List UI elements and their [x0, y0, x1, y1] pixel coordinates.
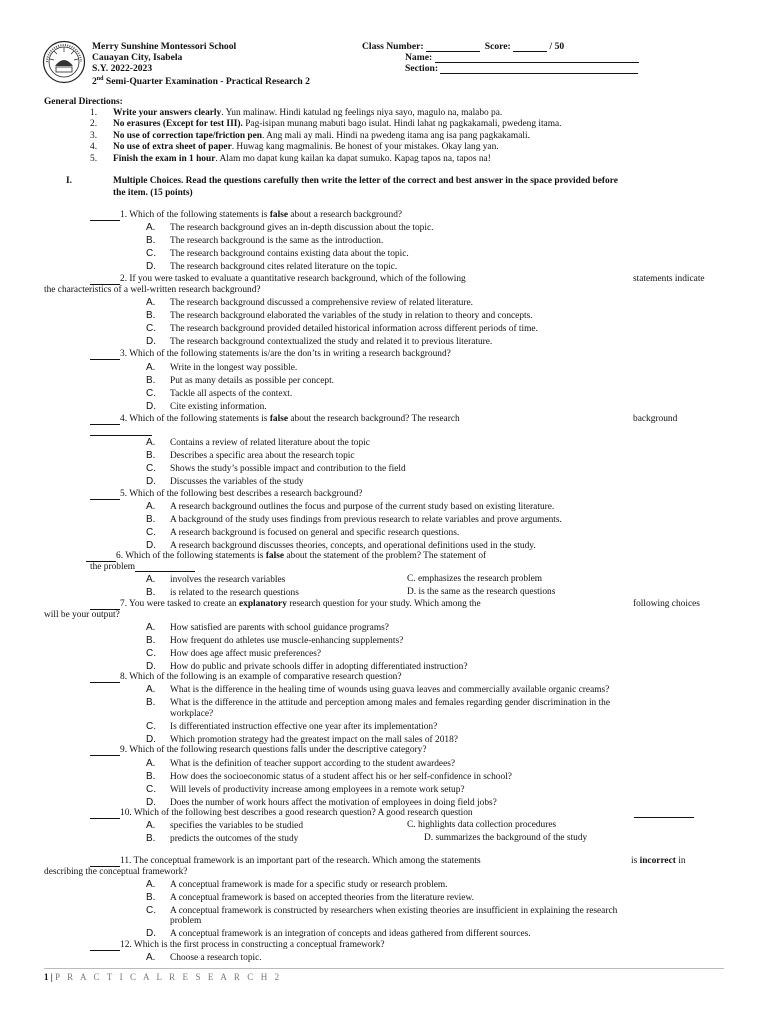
option-q6-1	[146, 587, 299, 599]
option-letter: C.	[146, 388, 156, 400]
class-number-row: Class Number: Score: / 50	[362, 41, 565, 52]
option-letter: D.	[146, 261, 156, 273]
option-text: A conceptual framework is constructed by researchers when existing theories are insufficient in explaining the research	[170, 906, 618, 916]
option-text: Discusses the variables of the study	[170, 477, 304, 488]
question-emphasis: false	[269, 210, 289, 220]
class-number-field[interactable]	[426, 42, 480, 52]
option-letter: A.	[146, 501, 156, 512]
option-text: A research background is focused on general and specific research questions.	[170, 528, 460, 539]
option-letter: D.	[146, 734, 156, 745]
option-q7-1	[146, 635, 403, 647]
option-q11-3	[146, 928, 531, 940]
question-text-right: background	[633, 414, 678, 424]
question-q4	[90, 414, 460, 425]
page-footer: 1 | P R A C T I C A L R E S E A R C H 2	[44, 972, 282, 982]
option-text: A background of the study uses findings from previous research to relate variables and prove arguments.	[170, 515, 562, 526]
question-text-cont: will be your output?	[44, 610, 120, 620]
question-text: the problem	[90, 562, 136, 572]
question-text: in	[675, 856, 686, 866]
option-letter: B.	[146, 892, 156, 903]
option-text: The research background elaborated the variables of the study in relation to theory and concepts.	[170, 311, 533, 322]
option-letter: D.	[146, 540, 156, 552]
option-letter: A.	[146, 362, 156, 373]
option-q4-0	[146, 437, 370, 449]
direction-bold: Write your answers clearly	[113, 108, 222, 118]
question-text: 1. Which of the following statements is	[120, 210, 270, 220]
option-text: A conceptual framework is based on accepted theories from the literature review.	[170, 893, 474, 903]
question-emphasis: explanatory	[238, 599, 287, 609]
option-letter: B.	[146, 450, 156, 462]
option-letter: C.	[146, 248, 156, 260]
question-emphasis: incorrect	[639, 856, 676, 866]
option-q4-2	[146, 463, 406, 475]
answer-blank[interactable]	[90, 415, 120, 425]
option-letter: A.	[146, 684, 156, 695]
direction-text: . Alam mo dapat kung kailan ka dapat sumuko. Kapag tapos na, tapos na!	[215, 153, 491, 164]
question-text-cont: the characteristics of a well-written research background?	[44, 285, 261, 295]
option-q10-1	[146, 833, 298, 845]
option-letter: A.	[146, 879, 156, 890]
question-text: 4. Which of the following statements is	[120, 414, 270, 424]
option-text: What is the difference in the healing time of wounds using guava leaves and commercially available organic creams?	[170, 685, 610, 695]
option-letter: B.	[146, 833, 156, 845]
question-text-right: statements indicate	[633, 274, 705, 284]
option-letter: A.	[146, 820, 156, 831]
direction-number: 5.	[90, 153, 98, 164]
option-letter: D.	[146, 401, 156, 413]
option-right: C. highlights data collection procedures	[407, 820, 557, 830]
question-text: 7. You were tasked to create an	[120, 599, 239, 609]
direction-item	[113, 131, 530, 141]
option-text: predicts the outcomes of the study	[170, 834, 299, 845]
answer-blank[interactable]	[90, 275, 120, 285]
option-q4-1	[146, 450, 355, 462]
option-text: The research background discussed a comprehensive review of related literature.	[170, 298, 473, 308]
option-q8-0	[146, 684, 609, 696]
answer-blank[interactable]	[90, 600, 120, 610]
option-text: How satisfied are parents with school guidance programs?	[170, 623, 389, 633]
option-q7-2	[146, 648, 321, 660]
option-q4-3	[146, 476, 304, 488]
answer-blank[interactable]	[86, 552, 116, 562]
section-instructions-line1: Multiple Choices. Read the questions carefully then write the letter of the correct and best answer in the space provided before	[113, 176, 618, 186]
answer-blank[interactable]	[90, 941, 120, 951]
option-text: The research background contains existing data about the topic.	[170, 249, 409, 260]
option-q5-2	[146, 527, 459, 539]
question-text-cont: describing the conceptual framework?	[44, 867, 188, 877]
option-letter: B.	[146, 635, 156, 647]
question-text: about the statement of the problem? The statement of	[284, 551, 487, 561]
option-letter: B.	[146, 310, 156, 322]
school-city: Cauayan City, Isabela	[92, 52, 183, 63]
direction-number: 4.	[90, 142, 98, 153]
option-letter: C.	[146, 323, 156, 335]
option-q3-2	[146, 388, 292, 400]
question-text: about a research background?	[288, 210, 403, 220]
question-text: is	[631, 856, 640, 866]
option-text-cont: problem	[170, 916, 202, 926]
school-seal-icon	[42, 40, 86, 84]
option-q3-0	[146, 362, 297, 374]
answer-blank[interactable]	[90, 673, 120, 683]
option-letter: A.	[146, 574, 156, 585]
option-text: Is differentiated instruction effective one year after its implementation?	[170, 722, 438, 732]
option-q11-2	[146, 905, 617, 917]
option-q9-0	[146, 758, 455, 770]
option-text: How frequent do athletes use muscle-enhancing supplements?	[170, 636, 404, 647]
option-text: is related to the research questions	[170, 588, 299, 599]
option-text: Describes a specific area about the research topic	[170, 451, 355, 462]
option-text: What is the definition of teacher support according to the student awardees?	[170, 759, 456, 769]
answer-blank[interactable]	[90, 211, 120, 221]
question-q7	[90, 599, 481, 610]
option-text: The research background provided detailed historical information across different periods of time.	[170, 324, 538, 335]
direction-bold: No erasures (Except for test III).	[113, 119, 243, 130]
option-text: Which promotion strategy had the greatest impact on the mall sales of 2018?	[170, 735, 458, 745]
direction-number: 1.	[90, 108, 98, 118]
question-emphasis: false	[269, 414, 289, 424]
option-letter: A.	[146, 758, 156, 769]
direction-text: . Huwag kang magmalinis. Be honest of your mistakes. Okay lang yan.	[231, 142, 499, 153]
option-letter: D.	[146, 336, 156, 348]
option-letter: C.	[146, 784, 156, 796]
answer-blank[interactable]	[90, 809, 120, 819]
direction-item	[113, 119, 562, 129]
option-letter: B.	[146, 375, 156, 387]
answer-line[interactable]	[90, 426, 152, 436]
option-letter: A.	[146, 297, 156, 308]
section-row: Section:	[405, 63, 638, 74]
option-text: Tackle all aspects of the context.	[170, 389, 293, 400]
option-text: A research background discusses theories, concepts, and operational definitions used in the study.	[170, 541, 536, 552]
answer-blank[interactable]	[90, 350, 120, 360]
option-text: How does the socioeconomic status of a student affect his or her self-confidence in school?	[170, 772, 512, 783]
option-q8-1	[146, 697, 610, 709]
question-q10	[90, 808, 473, 819]
option-text: The research background contextualized the study and related it to previous literature.	[170, 337, 493, 348]
footer-divider	[44, 968, 724, 969]
option-letter: D.	[146, 928, 156, 939]
option-text: Choose a research topic.	[170, 953, 262, 963]
question-text: 2. If you were tasked to evaluate a quantitative research background, which of the following	[120, 274, 466, 284]
direction-number: 2.	[90, 119, 98, 130]
option-text: How does age affect music preferences?	[170, 649, 322, 660]
question-text: 9. Which of the following research questions falls under the descriptive category?	[120, 745, 427, 755]
direction-item	[113, 142, 499, 152]
option-text: involves the research variables	[170, 575, 286, 585]
option-q9-1	[146, 771, 512, 783]
option-text: What is the difference in the attitude and perception among males and females regarding gender discrimination in the	[170, 698, 611, 708]
option-letter: C.	[146, 905, 156, 916]
question-emphasis: false	[265, 551, 285, 561]
option-q8-2	[146, 721, 437, 733]
option-q1-0	[146, 222, 433, 234]
option-text: Does the number of work hours affect the motivation of employees in doing field jobs?	[170, 798, 497, 809]
direction-text: . Ang mali ay mali. Hindi na pwedeng itama ang isa pang pagkakamali.	[262, 130, 530, 141]
direction-number: 3.	[90, 130, 98, 141]
option-letter: D.	[146, 797, 156, 809]
direction-text: . Yun malinaw. Hindi katulad ng feelings niya sayo, magulo na, malabo pa.	[221, 108, 503, 118]
option-q9-2	[146, 784, 465, 796]
option-q5-1	[146, 514, 562, 526]
option-q2-1	[146, 310, 533, 322]
answer-blank[interactable]	[135, 562, 195, 572]
option-letter: A.	[146, 952, 156, 963]
option-text: specifies the variables to be studied	[170, 821, 304, 831]
option-letter: A.	[146, 222, 156, 233]
section-instructions-line2: the item. (15 points)	[113, 188, 193, 198]
option-q10-0	[146, 820, 303, 832]
question-q1	[90, 210, 402, 221]
option-letter: C.	[146, 463, 156, 475]
direction-bold: Finish the exam in 1 hour	[113, 153, 216, 164]
answer-line[interactable]	[634, 808, 694, 818]
option-letter: B.	[146, 697, 156, 708]
option-letter: B.	[146, 587, 156, 599]
question-text-right: following choices	[633, 599, 700, 609]
question-text: about the research background? The research	[288, 414, 460, 424]
answer-blank[interactable]	[90, 490, 120, 500]
option-q2-3	[146, 336, 492, 348]
direction-bold: No use of extra sheet of paper	[113, 142, 232, 153]
question-q5	[90, 489, 362, 500]
option-text: Put as many details as possible per concept.	[170, 376, 335, 387]
question-q12	[90, 940, 385, 951]
exam-title: 2nd Semi-Quarter Examination - Practical Research 2	[92, 76, 310, 88]
question-q11	[90, 856, 481, 867]
option-q2-2	[146, 323, 538, 335]
option-letter: B.	[146, 235, 156, 247]
option-text: Contains a review of related literature about the topic	[170, 438, 370, 448]
option-q3-3	[146, 401, 267, 413]
option-letter: C.	[146, 527, 156, 539]
option-text: The research background gives an in-depth discussion about the topic.	[170, 223, 434, 233]
question-text: 12. Which is the first process in constructing a conceptual framework?	[120, 940, 385, 950]
option-q1-2	[146, 248, 409, 260]
option-letter: A.	[146, 437, 156, 448]
option-text: The research background is the same as the introduction.	[170, 236, 384, 247]
section-roman: I.	[66, 176, 72, 186]
question-text-right	[631, 856, 686, 866]
option-q6-0	[146, 574, 285, 586]
section-field[interactable]	[440, 64, 638, 74]
option-q1-1	[146, 235, 383, 247]
direction-item	[113, 154, 491, 164]
option-text: A conceptual framework is an integration of concepts and ideas gathered from different sources.	[170, 929, 531, 939]
question-q9	[90, 745, 427, 756]
question-text: 11. The conceptual framework is an important part of the research. Which among the statements	[120, 856, 481, 866]
option-text: Will levels of productivity increase among employees in a remote work setup?	[170, 785, 465, 796]
option-text: A research background outlines the focus and purpose of the current study based on existing literature.	[170, 502, 555, 512]
question-text: 3. Which of the following statements is/are the don’ts in writing a research background?	[120, 349, 451, 359]
option-text: Shows the study’s possible impact and contribution to the field	[170, 464, 406, 475]
option-right: D. summarizes the background of the study	[424, 833, 588, 844]
question-text: research question for your study. Which among the	[286, 599, 481, 609]
question-q6	[86, 551, 486, 562]
option-letter: D.	[146, 661, 156, 673]
name-row: Name:	[405, 52, 639, 63]
answer-blank[interactable]	[90, 746, 120, 756]
school-name: Merry Sunshine Montessori School	[92, 41, 237, 52]
option-q11-1	[146, 892, 474, 904]
option-q12-0	[146, 952, 262, 964]
option-text: Write in the longest way possible.	[170, 363, 298, 373]
option-right: D. is the same as the research questions	[407, 587, 556, 598]
direction-text: Pag-isipan munang mabuti bago isulat. Hindi lahat ng pagkakamali, pwedeng itama.	[242, 119, 562, 130]
question-text-cont	[90, 562, 195, 572]
option-q5-0	[146, 501, 554, 513]
question-text: 10. Which of the following best describes a good research question? A good research question	[120, 808, 473, 818]
option-letter: C.	[146, 648, 156, 660]
option-letter: B.	[146, 771, 156, 783]
option-text-cont: workplace?	[170, 709, 214, 719]
option-text: Cite existing information.	[170, 402, 267, 413]
question-text: 8. Which of the following is an example of comparative research question?	[120, 672, 402, 682]
answer-blank[interactable]	[90, 857, 120, 867]
option-q11-0	[146, 879, 448, 891]
question-q2	[90, 274, 466, 285]
question-q8	[90, 672, 402, 683]
option-text: A conceptual framework is made for a specific study or research problem.	[170, 880, 448, 890]
option-letter: B.	[146, 514, 156, 526]
name-field[interactable]	[435, 53, 639, 63]
option-right: C. emphasizes the research problem	[407, 574, 543, 584]
option-text: How do public and private schools differ in adopting differentiated instruction?	[170, 662, 468, 673]
question-text: 5. Which of the following best describes a research background?	[120, 489, 363, 499]
option-q1-3	[146, 261, 397, 273]
option-q3-1	[146, 375, 334, 387]
score-field[interactable]	[513, 42, 547, 52]
option-q2-0	[146, 297, 473, 309]
option-letter: D.	[146, 476, 156, 488]
option-letter: C.	[146, 721, 156, 732]
option-text: The research background cites related literature on the topic.	[170, 262, 398, 273]
question-text: 6. Which of the following statements is	[116, 551, 266, 561]
option-letter: A.	[146, 622, 156, 633]
school-year: S.Y. 2022-2023	[92, 63, 153, 74]
direction-item	[113, 108, 502, 118]
question-q3	[90, 349, 451, 360]
directions-title: General Directions:	[44, 97, 123, 107]
direction-bold: No use of correction tape/friction pen	[113, 130, 263, 141]
option-q7-0	[146, 622, 389, 634]
